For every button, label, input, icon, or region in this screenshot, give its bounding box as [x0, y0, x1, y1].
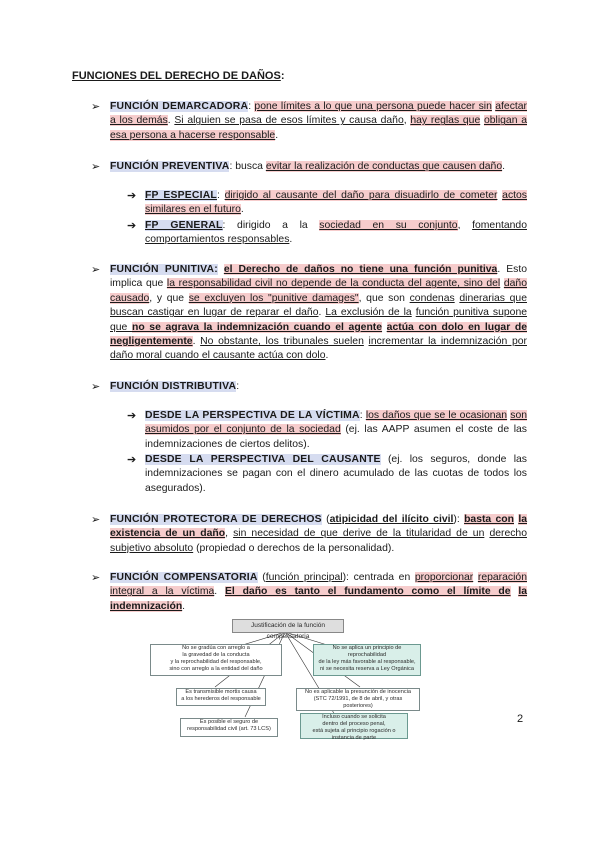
section-protectora: FUNCIÓN PROTECTORA DE DERECHOS (atipicidad del ilícito civil): basta con la existencia de un daño, sin necesidad de que derive de la titularidad de un derecho subjetivo absoluto (propiedad o derechos de la personalidad).	[110, 514, 527, 554]
sub-arrow-icon: ➔	[127, 190, 137, 202]
subsection-causante: DESDE LA PERSPECTIVA DEL CAUSANTE (ej. los seguros, donde las indemnizaciones se pagan con el dinero acumulado de las cuotas de todos los asegurados).	[145, 454, 527, 494]
section-heading: FUNCIÓN DISTRIBUTIVA	[110, 381, 237, 392]
sub-arrow-icon: ➔	[127, 220, 137, 232]
section-punitiva: FUNCIÓN PUNITIVA: el Derecho de daños no tiene una función punitiva. Esto implica que la responsabilidad civil no depende de la conducta del agente, sino del daño causado, y que se excluyen los "punitive damages", que son condenas dinerarias que buscan castigar en lugar de reparar el daño. La exclusión de la función punitiva supone que no se agrava la indemnización cuando el agente actúa con dolo en lugar de negligentemente. No obstante, los tribunales suelen incrementar la indemnización por daño moral cuando el causante actúa con dolo.	[110, 264, 528, 362]
bullet-arrow-icon: ➢	[91, 264, 101, 276]
diagram-box-2: No se aplica un principio de reprochabilidad de la ley más favorable al responsable, ni se necesita reserva a Ley Orgánica	[313, 644, 421, 676]
compensatory-diagram	[150, 617, 420, 741]
subsection-fp-especial: FP ESPECIAL: dirigido al causante del daño para disuadirlo de cometer actos similares en el futuro.	[145, 190, 528, 216]
bullet-arrow-icon: ➢	[91, 514, 101, 526]
section-heading: FUNCIÓN PROTECTORA DE DERECHOS	[110, 514, 322, 525]
subsection-fp-general: FP GENERAL: dirigido a la sociedad en su conjunto, fomentando comportamientos responsables.	[145, 220, 527, 246]
diagram-box-3: Es transmisible mortis causa a los herederos del responsable	[176, 688, 266, 706]
diagram-root-box: Justificación de la función compensatoria	[232, 619, 344, 633]
sub-arrow-icon: ➔	[127, 454, 137, 466]
diagram-box-6: Incluso cuando se solicita dentro del proceso penal, está sujeta al principio rogación o instancia de parte	[300, 713, 408, 739]
page-number: 2	[517, 713, 524, 725]
section-heading: FUNCIÓN PUNITIVA:	[110, 264, 218, 275]
diagram-box-4: No es aplicable la presunción de inocencia (STC 72/1991, de 8 de abril, y otras posteriores)	[296, 688, 420, 711]
subsection-victima: DESDE LA PERSPECTIVA DE LA VÍCTIMA: los daños que se le ocasionan son asumidos por el conjunto de la sociedad (ej. las AAPP asumen el coste de las indemnizaciones de ciertos delitos).	[145, 410, 528, 450]
section-compensatoria: FUNCIÓN COMPENSATORIA (función principal): centrada en proporcionar reparación integral a la víctima. El daño es tanto el fundamento como el límite de la indemnización.	[110, 572, 528, 612]
section-preventiva: FUNCIÓN PREVENTIVA: busca evitar la realización de conductas que causen daño.	[110, 161, 505, 172]
page-title: FUNCIONES DEL DERECHO DE DAÑOS:	[72, 70, 285, 82]
section-heading: FUNCIÓN PREVENTIVA	[110, 161, 230, 172]
bullet-arrow-icon: ➢	[91, 101, 101, 113]
bullet-arrow-icon: ➢	[91, 572, 101, 584]
sub-arrow-icon: ➔	[127, 410, 137, 422]
section-distributiva: FUNCIÓN DISTRIBUTIVA:	[110, 381, 240, 392]
diagram-box-5: Es posible el seguro de responsabilidad civil (art. 73 LCS)	[180, 718, 278, 737]
section-heading: FUNCIÓN DEMARCADORA	[110, 101, 249, 112]
bullet-arrow-icon: ➢	[91, 161, 101, 173]
diagram-box-1: No se gradúa con arreglo a la gravedad de la conducta y la reprochabilidad del responsable, sino con arreglo a la entidad del daño	[150, 644, 282, 676]
section-heading: FUNCIÓN COMPENSATORIA	[110, 572, 258, 583]
bullet-arrow-icon: ➢	[91, 381, 101, 393]
section-demarcadora: FUNCIÓN DEMARCADORA: pone límites a lo que una persona puede hacer sin afectar a los demás. Si alguien se pasa de esos límites y causa daño, hay reglas que obligan a esa persona a hacerse responsable.	[110, 101, 528, 141]
